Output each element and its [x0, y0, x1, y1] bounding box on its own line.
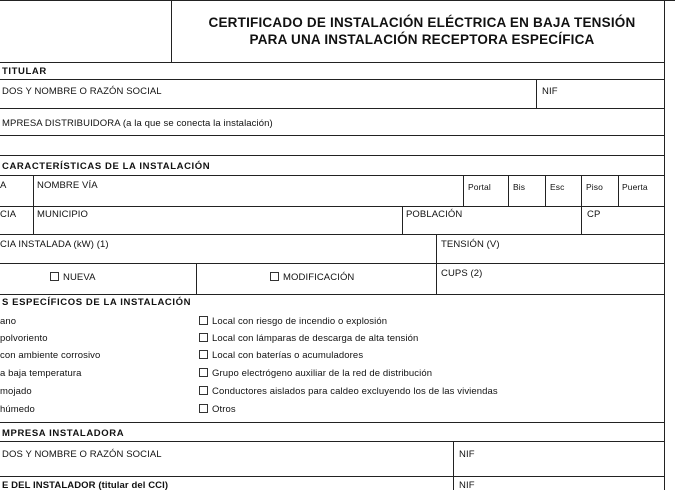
rule: [618, 175, 619, 206]
puerta-field[interactable]: Puerta: [622, 182, 648, 192]
checkbox-label: Local con riesgo de incendio o explosión: [212, 316, 388, 327]
section-titular: TITULAR: [2, 66, 47, 77]
rule: [0, 476, 665, 477]
instaladora-nif-field[interactable]: NIF: [459, 449, 475, 460]
grupo-electrogeno-checkbox[interactable]: [199, 368, 432, 379]
section-especificos: S ESPECÍFICOS DE LA INSTALACIÓN: [2, 297, 192, 308]
esc-field[interactable]: Esc: [550, 182, 565, 192]
rule: [436, 234, 437, 294]
nueva-checkbox[interactable]: [50, 272, 96, 283]
rule: [196, 263, 197, 294]
nombre-via-field[interactable]: NOMBRE VÍA: [37, 180, 98, 191]
instaladora-name-field[interactable]: DOS Y NOMBRE O RAZÓN SOCIAL: [2, 449, 162, 460]
distribuidora-field[interactable]: MPRESA DISTRIBUIDORA (a la que se conecta la instalación): [2, 118, 273, 129]
section-caracteristicas: CARACTERÍSTICAS DE LA INSTALACIÓN: [2, 161, 211, 172]
rule: [545, 175, 546, 206]
rule: [0, 135, 665, 136]
rule: [33, 175, 34, 206]
section-instaladora: MPRESA INSTALADORA: [2, 428, 125, 439]
tension-field[interactable]: TENSIÓN (V): [441, 239, 500, 250]
rule: [0, 79, 665, 80]
rule: [0, 108, 665, 109]
modificacion-checkbox[interactable]: [270, 272, 354, 283]
checkbox-label: Local con baterías o acumuladores: [212, 350, 364, 361]
provincia-field[interactable]: CIA: [0, 209, 17, 220]
checkbox-icon: [50, 272, 59, 281]
rule: [436, 263, 665, 264]
nueva-label: NUEVA: [63, 272, 96, 283]
document-title: [172, 14, 672, 48]
lamparas-descarga-checkbox[interactable]: [199, 333, 418, 344]
rule: [508, 175, 509, 206]
local-baja-temperatura-item[interactable]: a baja temperatura: [0, 368, 82, 379]
rule: [581, 175, 582, 206]
cp-field[interactable]: CP: [587, 209, 601, 220]
rule: [0, 234, 665, 235]
rule: [463, 175, 464, 206]
rule: [0, 422, 665, 423]
piso-field[interactable]: Piso: [586, 182, 603, 192]
portal-field[interactable]: Portal: [468, 182, 491, 192]
rule: [0, 294, 665, 295]
local-mojado2-item[interactable]: mojado: [0, 386, 32, 397]
rule: [0, 175, 665, 176]
checkbox-icon: [270, 272, 279, 281]
instalador-nif-field[interactable]: NIF: [459, 480, 475, 490]
title-line-2: PARA UNA INSTALACIÓN RECEPTORA ESPECÍFICA: [249, 32, 595, 47]
title-line-1: CERTIFICADO DE INSTALACIÓN ELÉCTRICA EN BAJA TENSIÓN: [208, 15, 636, 30]
poblacion-field[interactable]: POBLACIÓN: [406, 209, 463, 220]
rule: [402, 206, 403, 234]
local-mojado-item[interactable]: ano: [0, 316, 17, 327]
checkbox-label: Conductores aislados para caldeo excluyendo los de las viviendas: [212, 386, 498, 397]
local-polvoriento-item[interactable]: polvoriento: [0, 333, 48, 344]
checkbox-icon: [199, 350, 208, 359]
local-humedo-item[interactable]: húmedo: [0, 404, 35, 415]
checkbox-icon: [199, 316, 208, 325]
local-corrosivo-item[interactable]: con ambiente corrosivo: [0, 350, 101, 361]
titular-name-field[interactable]: DOS Y NOMBRE O RAZÓN SOCIAL: [2, 86, 162, 97]
tipo-via-field[interactable]: A: [0, 180, 7, 191]
instalador-field[interactable]: E DEL INSTALADOR (titular del CCI): [2, 480, 169, 490]
checkbox-icon: [199, 404, 208, 413]
border-right: [664, 0, 665, 490]
baterias-checkbox[interactable]: [199, 350, 363, 361]
checkbox-icon: [199, 386, 208, 395]
checkbox-label: Otros: [212, 404, 236, 415]
rule: [581, 206, 582, 234]
border-top: [0, 0, 675, 1]
cups-field[interactable]: CUPS (2): [441, 268, 483, 279]
rule: [0, 155, 665, 156]
titular-nif-field[interactable]: NIF: [542, 86, 558, 97]
checkbox-label: Local con lámparas de descarga de alta tensión: [212, 333, 419, 344]
checkbox-label: Grupo electrógeno auxiliar de la red de distribución: [212, 368, 433, 379]
modificacion-label: MODIFICACIÓN: [283, 272, 355, 283]
riesgo-incendio-checkbox[interactable]: [199, 316, 387, 327]
rule: [453, 441, 454, 490]
rule: [536, 79, 537, 108]
rule: [0, 62, 665, 63]
rule: [0, 263, 437, 264]
conductores-caldeo-checkbox[interactable]: [199, 386, 498, 397]
checkbox-icon: [199, 368, 208, 377]
municipio-field[interactable]: MUNICIPIO: [37, 209, 89, 220]
checkbox-icon: [199, 333, 208, 342]
rule: [0, 206, 665, 207]
bis-field[interactable]: Bis: [513, 182, 526, 192]
otros-checkbox[interactable]: [199, 404, 236, 415]
potencia-field[interactable]: CIA INSTALADA (kW) (1): [0, 239, 109, 250]
rule: [33, 206, 34, 234]
rule: [0, 441, 665, 442]
